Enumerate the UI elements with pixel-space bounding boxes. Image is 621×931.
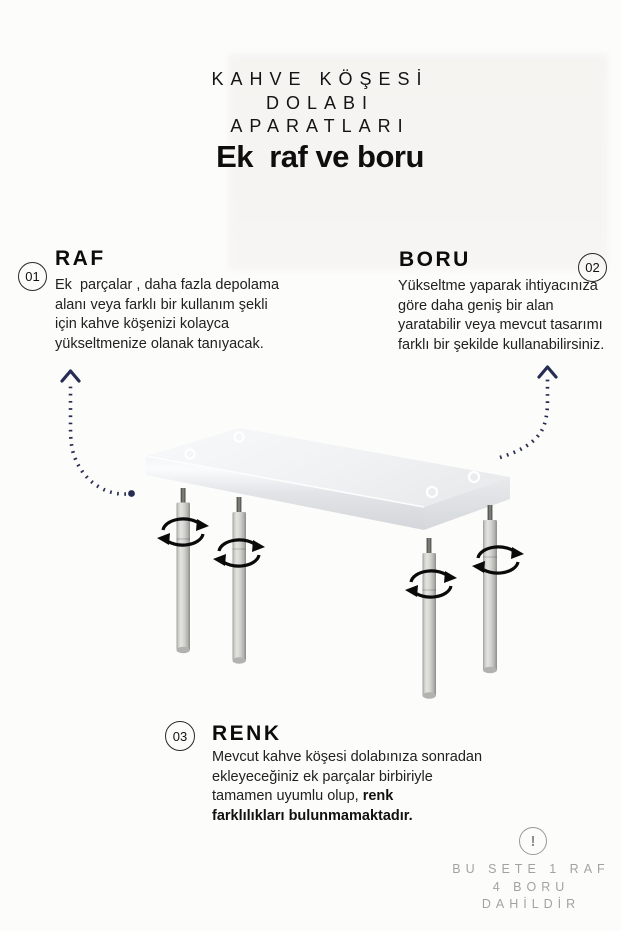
set-content-note bbox=[425, 861, 621, 914]
badge-02: 02 bbox=[578, 253, 607, 282]
bolt-icon bbox=[237, 497, 242, 513]
body-line bbox=[212, 748, 482, 768]
section-renk-heading: RENK bbox=[212, 722, 282, 745]
dotted-arrow-right bbox=[500, 367, 556, 458]
body-line-bold: renk bbox=[362, 788, 394, 805]
body-line bbox=[212, 807, 482, 827]
badge-03: 03 bbox=[165, 721, 195, 751]
page-title: Ek raf ve boru bbox=[216, 139, 424, 174]
exclamation-icon: ! bbox=[519, 827, 547, 855]
body-line: Yükseltme yaparak ihtiyacınıza bbox=[398, 278, 598, 294]
body-line: alanı veya farklı bir kullanım şekli bbox=[55, 296, 268, 313]
pipe-leg bbox=[177, 488, 191, 653]
section-renk-body bbox=[212, 748, 482, 826]
body-line: göre daha geniş bir alan bbox=[398, 297, 554, 314]
arrowhead-up-icon bbox=[62, 371, 79, 381]
pipe-leg bbox=[423, 538, 437, 699]
badge-01: 01 bbox=[18, 262, 47, 291]
kicker-line-2: DOLABI bbox=[265, 92, 375, 113]
body-line: yükseltmenize olanak tanıyacak. bbox=[55, 335, 264, 352]
bolt-icon bbox=[427, 538, 432, 554]
body-line bbox=[212, 787, 482, 807]
body-line bbox=[212, 768, 482, 788]
kicker-line-3: APARATLARI bbox=[230, 116, 410, 136]
body-line-text: Mevcut kahve köşesi dolabınıza sonradan bbox=[212, 749, 483, 765]
kicker-line-1: KAHVE KÖŞESİ bbox=[211, 69, 429, 89]
body-line-bold: farklılıkları bulunmamaktadır. bbox=[212, 807, 413, 824]
section-boru-heading: BORU bbox=[399, 248, 471, 271]
body-line-text: tamamen uyumlu olup, bbox=[212, 788, 363, 805]
shelf-board bbox=[146, 428, 510, 530]
body-line: Ek parçalar , daha fazla depolama bbox=[55, 277, 280, 293]
bolt-icon bbox=[181, 488, 186, 504]
pipe-leg bbox=[233, 497, 247, 664]
note-line: DAHİLDİR bbox=[481, 897, 581, 911]
bolt-icon bbox=[488, 505, 493, 521]
body-line: farklı bir şekilde kullanabilirsiniz. bbox=[398, 336, 605, 353]
body-line: yaratabilir veya mevcut tasarımı bbox=[398, 317, 603, 334]
body-line-text: ekleyeceğiniz ek parçalar birbiriyle bbox=[212, 768, 433, 785]
arrowhead-up-icon bbox=[539, 367, 556, 377]
note-line: 4 BORU bbox=[492, 879, 570, 894]
dotted-arrow-left bbox=[62, 371, 135, 497]
body-line: için kahve köşenizi kolayca bbox=[55, 316, 230, 333]
section-raf-heading: RAF bbox=[55, 247, 106, 270]
note-line: BU SETE 1 RAF bbox=[452, 862, 610, 876]
pipe-leg bbox=[483, 505, 497, 673]
